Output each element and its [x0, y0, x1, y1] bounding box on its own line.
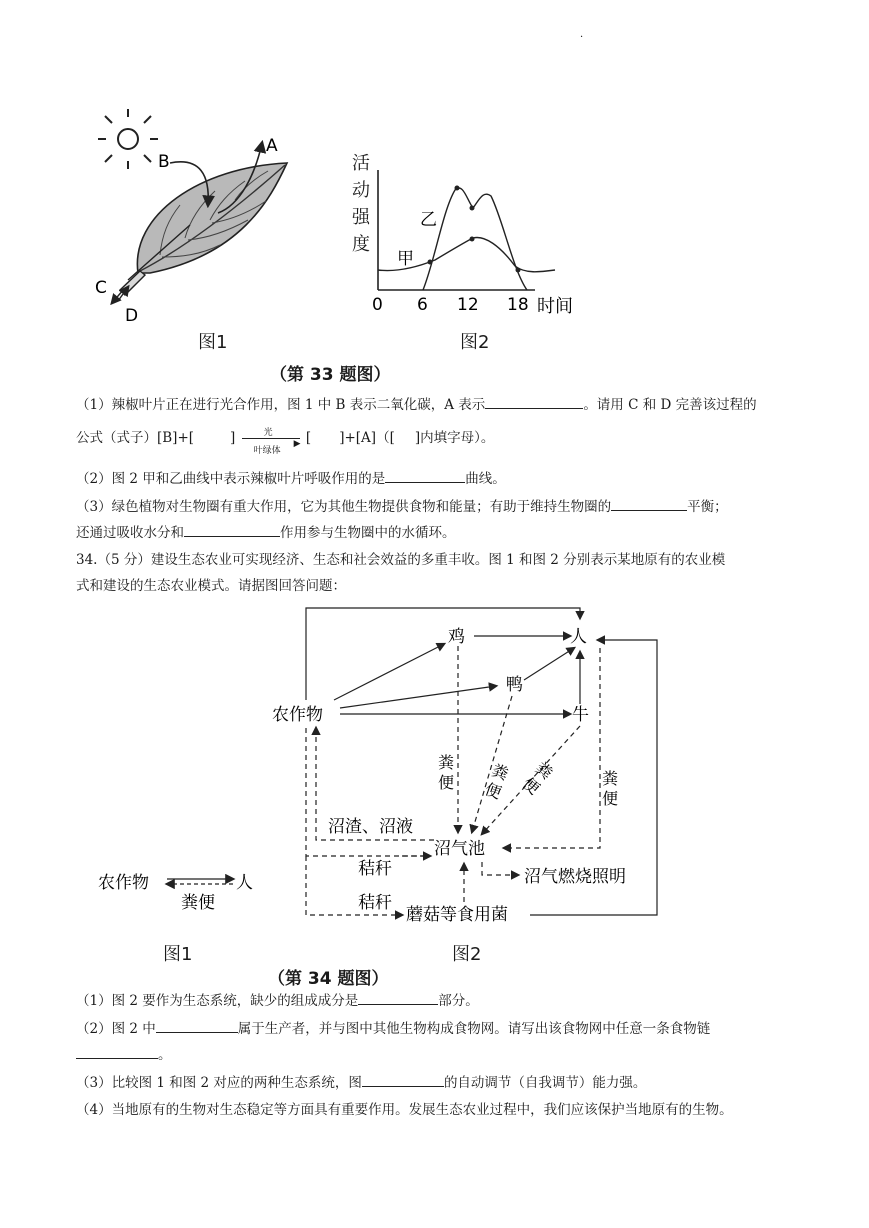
leaf-icon — [120, 163, 287, 295]
q33-fig1-caption: 图1 — [198, 332, 228, 353]
q33-part1-line2: 公式（式子）[B]+[ ] 光 ▶ 叶绿体 [ ]+[A]（[ ]内填字母）。 — [76, 427, 495, 456]
q33-fig2-chart — [345, 150, 595, 325]
label-straw-1: 秸秆 — [358, 859, 392, 879]
answer-blank[interactable] — [156, 1018, 238, 1033]
top-mark: · — [580, 32, 584, 43]
q34-part4: （4）当地原有的生物对生态稳定等方面具有重要作用。发展生态农业过程中，我们应该保护当地原有的生物。 — [76, 1102, 733, 1118]
q34-fig1-caption: 图1 — [163, 944, 193, 965]
reaction-arrow: 光 ▶ 叶绿体 — [240, 429, 302, 449]
series-yi-label: 乙 — [420, 210, 437, 230]
y-axis-label: 活 动 强 度 — [352, 153, 370, 255]
answer-blank[interactable] — [184, 522, 280, 537]
point-yi-2 — [470, 206, 475, 211]
curve-yi — [423, 188, 527, 290]
node-crop: 农作物 — [272, 705, 323, 725]
point-yi-1 — [455, 186, 460, 191]
q34-part2-line1: （2）图 2 中 属于生产者，并与图中其他生物构成食物网。请写出该食物网中任意一条食物链 — [76, 1018, 710, 1039]
node-duck: 鸭 — [506, 675, 523, 695]
q33-figure-title: （第 33 题图） — [270, 365, 391, 385]
q34-figure-title: （第 34 题图） — [268, 969, 389, 989]
fig1-crop: 农作物 — [98, 873, 149, 893]
sun-icon — [98, 109, 158, 169]
q33-part2: （2）图 2 甲和乙曲线中表示辣椒叶片呼吸作用的是 曲线。 — [76, 468, 506, 489]
point-jia-2 — [470, 237, 475, 242]
fig1-dung: 粪便 — [181, 893, 215, 913]
q33-part3-line1: （3）绿色植物对生物圈有重大作用，它为其他生物提供食物和能量；有助于维持生物圈的 平衡； — [76, 496, 728, 517]
q34-part2-line2: 。 — [76, 1044, 172, 1065]
node-chicken: 鸡 — [448, 627, 465, 647]
label-c: C — [95, 278, 107, 298]
label-dung-chicken: 粪便 — [438, 753, 455, 792]
label-dung-duck: 粪便 — [482, 760, 511, 803]
node-mushroom: 蘑菇等食用菌 — [406, 905, 508, 925]
tick-12: 12 — [457, 295, 479, 315]
label-d: D — [125, 306, 139, 326]
label-residue: 沼渣、沼液 — [328, 817, 413, 837]
q34-fig2-caption: 图2 — [452, 944, 482, 965]
node-biogas-pit: 沼气池 — [434, 839, 485, 859]
q34-fig2-diagram — [262, 600, 662, 930]
answer-blank[interactable] — [358, 990, 438, 1005]
answer-blank[interactable] — [76, 1044, 158, 1059]
tick-6: 6 — [417, 295, 428, 315]
q33-fig2-caption: 图2 — [460, 332, 490, 353]
node-cattle: 牛 — [572, 705, 589, 725]
series-jia-label: 甲 — [397, 249, 414, 269]
answer-blank[interactable] — [611, 496, 687, 511]
node-human: 人 — [570, 627, 587, 647]
q33-part1-line1: （1）辣椒叶片正在进行光合作用，图 1 中 B 表示二氧化碳，A 表示 。请用 C 和 D 完善该过程的 — [76, 394, 757, 415]
point-jia-1 — [428, 260, 433, 265]
q34-intro-line1: 34.（5 分）建设生态农业可实现经济、生态和社会效益的多重丰收。图 1 和图 2 分别表示某地原有的农业模 — [76, 552, 726, 568]
q34-intro-line2: 式和建设的生态农业模式。请据图回答问题： — [76, 578, 346, 594]
answer-blank[interactable] — [485, 394, 583, 409]
label-dung-cattle: 粪便 — [518, 758, 557, 799]
node-lighting: 沼气燃烧照明 — [524, 867, 626, 887]
q33-part3-line2: 还通过吸收水分和 作用参与生物圈中的水循环。 — [76, 522, 456, 543]
q34-part1: （1）图 2 要作为生态系统，缺少的组成成分是 部分。 — [76, 990, 479, 1011]
answer-blank[interactable] — [385, 468, 465, 483]
point-jia-3 — [516, 268, 521, 273]
label-a: A — [266, 136, 278, 156]
tick-18: 18 — [507, 295, 529, 315]
answer-blank[interactable] — [362, 1072, 444, 1087]
q34-fig1-diagram — [95, 862, 265, 922]
fig1-human: 人 — [236, 873, 253, 893]
x-axis-label: 时间 — [537, 296, 573, 317]
label-straw-2: 秸秆 — [358, 893, 392, 913]
q33-fig1-leaf-diagram — [90, 105, 300, 330]
tick-0: 0 — [372, 295, 383, 315]
label-b: B — [158, 152, 170, 172]
label-dung-human: 粪便 — [602, 769, 619, 808]
q34-part3: （3）比较图 1 和图 2 对应的两种生态系统，图 的自动调节（自我调节）能力强。 — [76, 1072, 646, 1093]
